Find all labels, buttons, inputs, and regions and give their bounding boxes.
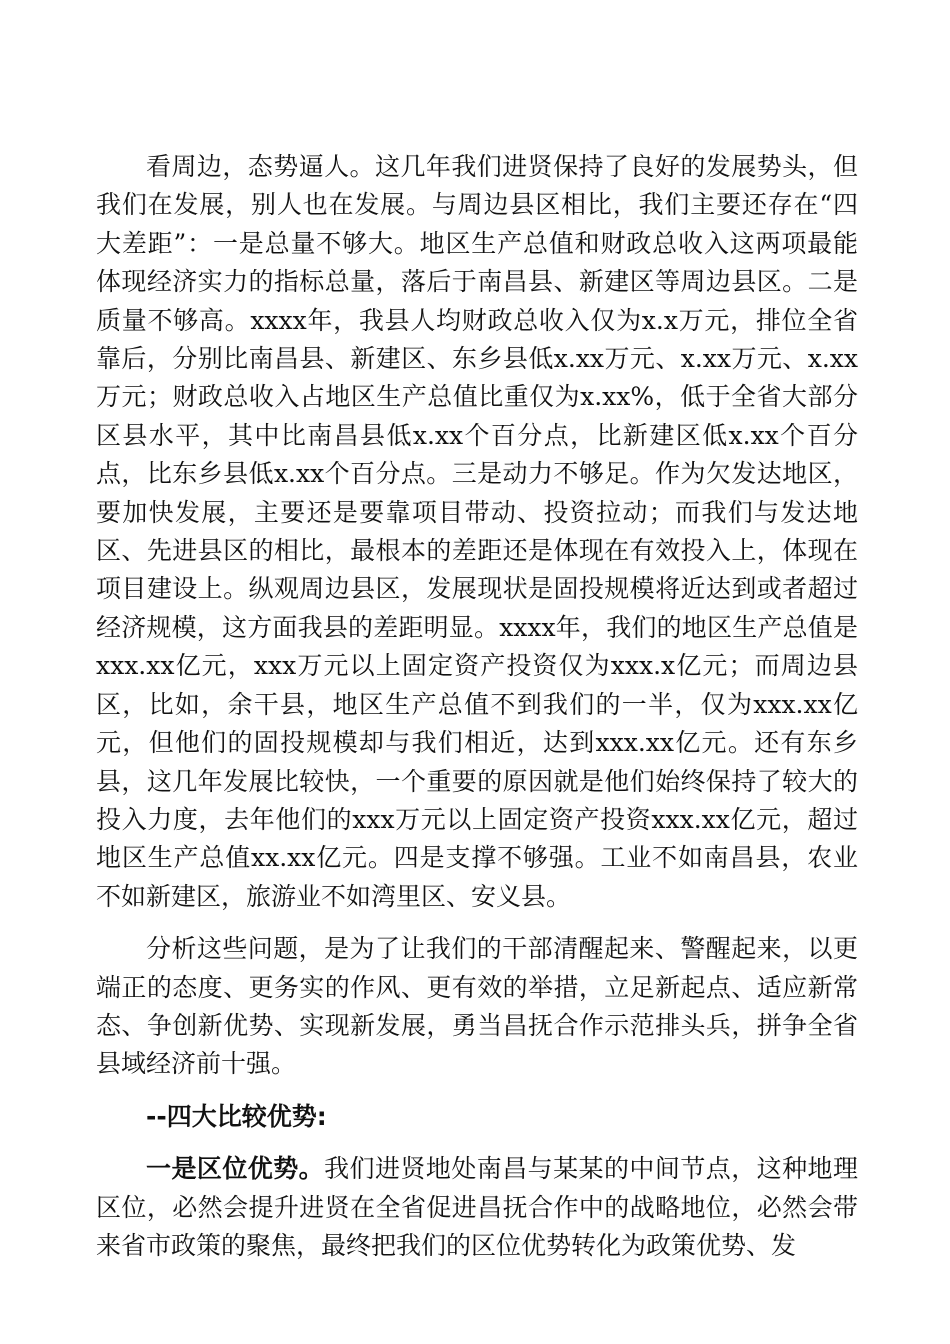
document-body (96, 148, 858, 1265)
paragraph-lead: 一是区位优势。 (146, 1154, 325, 1184)
paragraph-gaps: 看周边，态势逼人。这几年我们进贤保持了良好的发展势头，但我们在发展，别人也在发展。与周边县区相比，我们主要还存在“四大差距”：一是总量不够大。地区生产总值和财政总收入这两项最能体现经济实力的指标总量，落后于南昌县、新建区等周边县区。二是质量不够高。xxxx年，我县人均财政总收入仅为x.x万元，排位全省靠后，分别比南昌县、新建区、东乡县低x.xx万元、x.xx万元、x.xx万元；财政总收入占地区生产总值比重仅为x.xx%，低于全省大部分区县水平，其中比南昌县低x.xx个百分点，比新建区低x.xx个百分点，比东乡县低x.xx个百分点。三是动力不够足。作为欠发达地区，要加快发展，主要还是要靠项目带动、投资拉动；而我们与发达地区、先进县区的相比，最根本的差距还是体现在有效投入上，体现在项目建设上。纵观周边县区，发展现状是固投规模将近达到或者超过经济规模，这方面我县的差距明显。xxxx年，我们的地区生产总值是xxx.xx亿元，xxx万元以上固定资产投资仅为xxx.x亿元；而周边县区，比如，余干县，地区生产总值不到我们的一半，仅为xxx.xx亿元，但他们的固投规模却与我们相近，达到xxx.xx亿元。还有东乡县，这几年发展比较快，一个重要的原因就是他们始终保持了较大的投入力度，去年他们的xxx万元以上固定资产投资xxx.xx亿元，超过地区生产总值xx.xx亿元。四是支撑不够强。工业不如南昌县，农业不如新建区，旅游业不如湾里区、安义县。 (96, 152, 858, 911)
paragraph-location-advantage (96, 1150, 858, 1265)
paragraph-body: 我们进贤地处南昌与某某的中间节点，这种地理区位，必然会提升进贤在全省促进昌抚合作中的战略地位，必然会带来省市政策的聚焦，最终把我们的区位优势转化为政策优势、发 (96, 1154, 858, 1260)
paragraph-analysis: 分析这些问题，是为了让我们的干部清醒起来、警醒起来，以更端正的态度、更务实的作风、更有效的举措，立足新起点、适应新常态、争创新优势、实现新发展，勇当昌抚合作示范排头兵，拼争全省县域经济前十强。 (96, 934, 858, 1079)
section-heading: --四大比较优势: (146, 1101, 327, 1131)
